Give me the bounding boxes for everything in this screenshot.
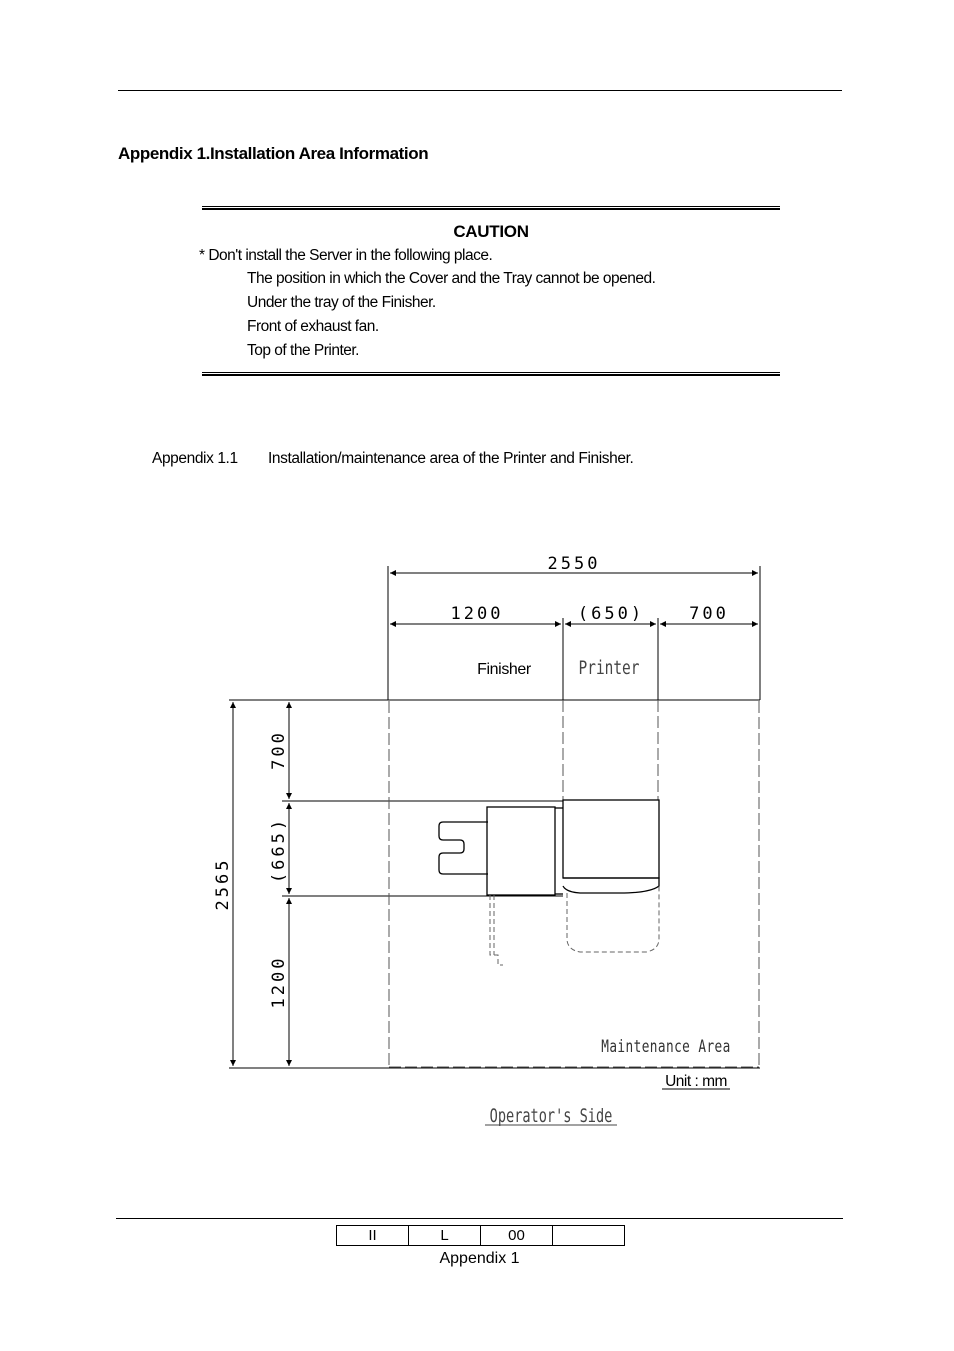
- label-finisher: Finisher: [477, 661, 531, 678]
- revision-cell: 00: [481, 1226, 553, 1246]
- dim-finisher-width: 1200: [450, 604, 504, 624]
- page-label: Appendix 1: [439, 1250, 520, 1267]
- dim-front-clearance: 1200: [269, 955, 289, 1009]
- caution-item: Under the tray of the Finisher.: [247, 294, 436, 311]
- caution-item: Front of exhaust fan.: [247, 318, 379, 335]
- revision-cell: L: [409, 1226, 481, 1246]
- label-unit: Unit : mm: [665, 1073, 727, 1090]
- caution-title: CAUTION: [453, 222, 529, 241]
- dim-total-width: 2550: [547, 554, 601, 574]
- revision-table: [336, 1225, 625, 1246]
- label-maintenance-area: Maintenance Area: [601, 1036, 731, 1057]
- figure-caption: Installation/maintenance area of the Printer and Finisher.: [268, 450, 634, 467]
- section-heading: Appendix 1.Installation Area Information: [118, 144, 429, 163]
- caution-intro: * Don't install the Server in the following place.: [199, 247, 493, 264]
- caution-item: The position in which the Cover and the Tray cannot be opened.: [247, 270, 656, 287]
- dim-printer-depth: (665): [269, 816, 289, 884]
- dim-total-depth: 2565: [213, 857, 233, 911]
- revision-cell: II: [337, 1226, 409, 1246]
- dim-printer-width: (650): [577, 604, 645, 624]
- caution-item: Top of the Printer.: [247, 342, 359, 359]
- label-printer: Printer: [578, 656, 640, 679]
- label-operator-side: Operator's Side: [489, 1104, 613, 1127]
- dim-rear-clearance: 700: [269, 730, 289, 770]
- dim-right-clearance: 700: [689, 604, 729, 624]
- footer-rule: [116, 1218, 843, 1219]
- figure-number: Appendix 1.1: [152, 450, 238, 467]
- revision-cell: [553, 1226, 625, 1246]
